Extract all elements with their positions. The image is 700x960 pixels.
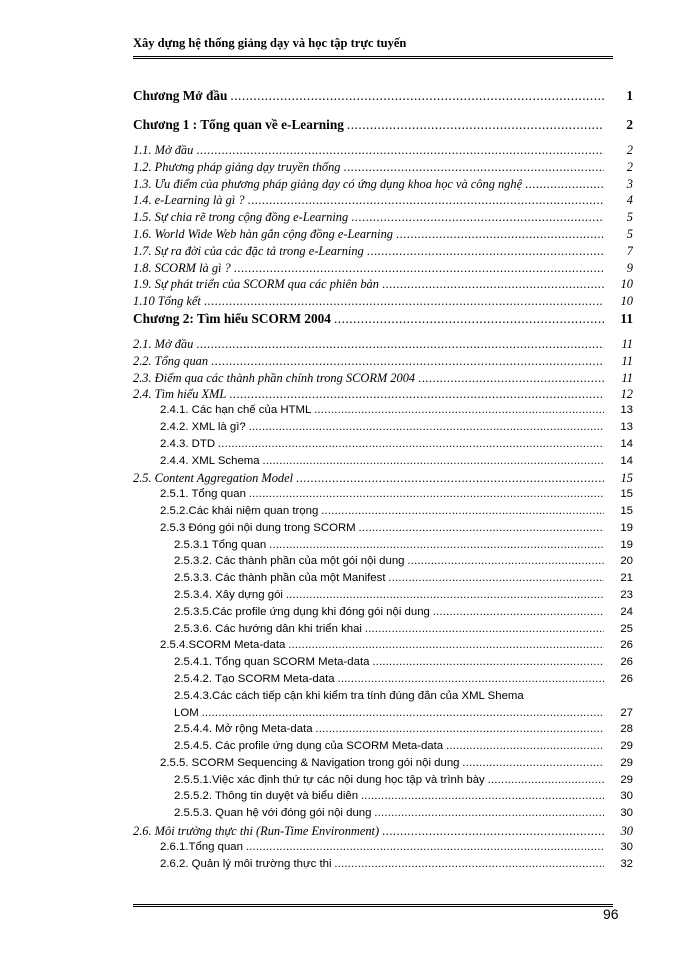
toc-entry-page: 29	[620, 740, 633, 753]
toc-entry[interactable]	[133, 88, 633, 117]
toc-leader-dots	[351, 210, 604, 225]
toc-entry-page: 10	[620, 277, 633, 292]
toc-entry-page: 2	[626, 143, 633, 157]
toc-entry[interactable]	[133, 522, 633, 539]
toc-entry-page: 13	[620, 420, 633, 433]
toc-entry-title: Chương 1 : Tổng quan về e-Learning	[133, 117, 344, 132]
toc-leader-dots	[525, 177, 604, 192]
toc-entry[interactable]	[133, 656, 633, 673]
toc-leader-dots	[347, 117, 604, 133]
toc-entry-page: 30	[620, 840, 633, 853]
toc-leader-dots	[382, 824, 604, 839]
toc-leader-dots	[230, 88, 604, 104]
toc-entry[interactable]	[133, 539, 633, 556]
toc-entry-title: 2.4. Tìm hiểu XML	[133, 387, 227, 402]
toc-entry-title: 1.6. World Wide Web hàn gắn cộng đồng e-Learning	[133, 226, 393, 241]
toc-entry-page: 20	[620, 555, 633, 568]
toc-leader-dots	[202, 707, 604, 719]
toc-entry-title: 1.7. Sự ra đời của các đặc tả trong e-Learning	[133, 243, 364, 258]
toc-entry-title: 2.2. Tổng quan	[133, 353, 209, 368]
toc-entry-title: 1.5. Sự chia rẽ trong cộng đồng e-Learning	[133, 210, 349, 225]
toc-entry[interactable]	[133, 505, 633, 522]
toc-entry-page: 29	[620, 756, 633, 769]
toc-entry-title: LOM	[174, 706, 199, 719]
toc-entry[interactable]	[133, 421, 633, 438]
toc-entry[interactable]	[133, 471, 633, 488]
toc-entry[interactable]	[133, 227, 633, 244]
toc-entry-title: 2.6.2. Quản lý môi trường thực thi	[160, 857, 332, 870]
toc-leader-dots	[249, 421, 604, 433]
toc-entry-title: 1.2. Phương pháp giảng dạy truyền thống	[133, 159, 341, 174]
header-divider	[133, 56, 613, 59]
toc-leader-dots	[389, 572, 605, 584]
toc-entry-title: 2.6. Môi trường thực thi (Run-Time Environment)	[133, 824, 380, 839]
toc-entry-title: 2.5.3.5.Các profile ứng dụng khi đóng gói nội dung	[174, 605, 430, 618]
toc-entry[interactable]	[133, 193, 633, 210]
toc-entry-page: 5	[626, 210, 633, 225]
toc-entry-page: 23	[620, 588, 633, 601]
toc-entry-page: 4	[626, 193, 633, 208]
toc-leader-dots	[343, 160, 604, 175]
toc-entry-page: 13	[620, 404, 633, 417]
toc-leader-dots	[488, 774, 604, 786]
toc-entry[interactable]	[133, 404, 633, 421]
toc-entry[interactable]	[133, 790, 633, 807]
toc-leader-dots	[269, 539, 604, 551]
toc-entry-page: 2	[626, 159, 633, 174]
toc-entry-title: Chương 2: Tìm hiểu SCORM 2004	[133, 310, 331, 326]
toc-entry[interactable]	[133, 438, 633, 455]
toc-entry-title: 2.5.4.2. Tạo SCORM Meta-data	[174, 672, 335, 685]
toc-entry-title: 2.6.1.Tổng quan	[160, 840, 243, 853]
toc-entry-title: 1.4. e-Learning là gì ?	[133, 193, 245, 208]
toc-leader-dots	[374, 807, 604, 819]
toc-entry[interactable]	[133, 757, 633, 774]
toc-entry-title: 2.5.3.2. Các thành phần của một gói nội dung	[174, 555, 405, 568]
toc-entry-page: 29	[620, 773, 633, 786]
toc-entry[interactable]	[133, 488, 633, 505]
page-number: 96	[603, 906, 619, 922]
toc-entry[interactable]	[133, 824, 633, 841]
toc-entry[interactable]	[133, 807, 633, 824]
toc-entry-title: 2.5.5. SCORM Sequencing & Navigation trong gói nội dung	[160, 756, 460, 769]
toc-entry-page: 30	[620, 790, 633, 803]
toc-leader-dots	[196, 337, 604, 352]
toc-leader-dots	[246, 841, 604, 853]
toc-entry-page: 3	[626, 176, 633, 191]
toc-entry[interactable]	[133, 707, 633, 724]
toc-entry-title: 2.1. Mở đầu	[133, 336, 194, 351]
toc-entry[interactable]	[133, 841, 633, 858]
toc-leader-dots	[463, 757, 604, 769]
toc-entry[interactable]	[133, 639, 633, 656]
toc-entry-title: 2.5.4.1. Tổng quan SCORM Meta-data	[174, 656, 370, 669]
toc-entry-title: 2.5.3.3. Các thành phần của một Manifest	[174, 572, 386, 585]
toc-entry[interactable]	[133, 572, 633, 589]
toc-entry-page: 11	[621, 336, 633, 351]
toc-entry-title: 2.5.5.2. Thông tin duyệt và biểu diễn	[174, 790, 359, 803]
toc-entry-page: 26	[620, 639, 633, 652]
toc-entry-page: 11	[621, 353, 633, 368]
toc-entry-title: 2.4.2. XML là gì?	[160, 420, 246, 433]
toc-entry[interactable]	[133, 210, 633, 227]
toc-entry-page: 9	[626, 260, 633, 275]
toc-leader-dots	[234, 261, 604, 276]
toc-leader-dots	[372, 656, 604, 668]
toc-leader-dots	[314, 404, 604, 416]
toc-entry-page: 7	[626, 243, 633, 258]
toc-entry-page: 11	[620, 310, 633, 326]
toc-entry[interactable]	[133, 277, 633, 294]
toc-entry-title: Chương Mở đầu	[133, 88, 228, 103]
toc-entry-page: 10	[620, 294, 633, 309]
toc-entry[interactable]	[133, 177, 633, 194]
toc-entry-page: 26	[620, 672, 633, 685]
toc-entry-title: 2.5.4.4. Mở rộng Meta-data	[174, 723, 313, 736]
toc-leader-dots	[396, 227, 604, 242]
toc-entry[interactable]	[133, 117, 633, 143]
toc-leader-dots	[196, 143, 604, 158]
toc-entry-page: 5	[626, 226, 633, 241]
toc-leader-dots	[229, 387, 604, 402]
toc-entry-page: 28	[620, 723, 633, 736]
table-of-contents	[133, 88, 633, 874]
toc-entry-title: 2.5.4.5. Các profile ứng dụng của SCORM Meta-data	[174, 740, 444, 753]
toc-leader-dots	[446, 740, 604, 752]
toc-entry[interactable]	[133, 673, 633, 690]
toc-entry-page: 32	[620, 857, 633, 870]
toc-leader-dots	[218, 438, 604, 450]
toc-entry-page: 14	[620, 454, 633, 467]
toc-entry[interactable]	[133, 740, 633, 757]
toc-entry[interactable]	[133, 143, 633, 160]
toc-entry[interactable]	[133, 623, 633, 640]
toc-entry-page: 19	[620, 538, 633, 551]
toc-entry-page: 21	[620, 572, 633, 585]
toc-entry-title: 1.1. Mở đầu	[133, 143, 194, 157]
toc-entry-title: 2.5. Content Aggregation Model	[133, 471, 294, 486]
toc-entry[interactable]	[133, 354, 633, 371]
toc-leader-dots	[321, 505, 604, 517]
toc-leader-dots	[204, 294, 604, 309]
toc-leader-dots	[335, 858, 604, 870]
toc-entry-page: 19	[620, 521, 633, 534]
toc-entry-page: 30	[620, 824, 633, 839]
toc-entry-title: 1.8. SCORM là gì ?	[133, 260, 231, 275]
toc-entry-title: 2.5.4.SCORM Meta-data	[160, 639, 286, 652]
toc-entry[interactable]	[133, 311, 633, 337]
toc-leader-dots	[334, 311, 604, 327]
toc-leader-dots	[418, 371, 604, 386]
toc-entry[interactable]	[133, 371, 633, 388]
toc-entry[interactable]	[133, 723, 633, 740]
toc-entry-title: 2.5.5.3. Quan hệ với đóng gói nội dung	[174, 807, 372, 820]
toc-entry-title: 1.10 Tổng kết	[133, 294, 201, 309]
toc-entry-title: 2.5.4.3.Các cách tiếp cận khi kiểm tra tính đúng đắn của XML Shema	[174, 689, 524, 702]
toc-entry-title: 2.5.3 Đóng gói nội dung trong SCORM	[160, 521, 356, 534]
toc-leader-dots	[382, 277, 604, 292]
toc-entry-title: 2.5.2.Các khái niệm quan trọng	[160, 504, 319, 517]
toc-entry-page: 24	[620, 605, 633, 618]
toc-entry[interactable]	[133, 387, 633, 404]
toc-leader-dots	[365, 623, 604, 635]
toc-entry-page: 15	[620, 488, 633, 501]
toc-entry-page: 12	[620, 387, 633, 402]
toc-entry-title: 2.5.3.1 Tổng quan	[174, 538, 267, 551]
toc-entry[interactable]	[133, 294, 633, 311]
toc-leader-dots	[359, 522, 604, 534]
toc-entry[interactable]	[133, 455, 633, 472]
page-header-title: Xây dựng hệ thống giảng dạy và học tập trực tuyến	[133, 36, 407, 50]
toc-leader-dots	[433, 606, 604, 618]
toc-entry-title: 2.5.3.6. Các hướng dẫn khi triển khai	[174, 622, 362, 635]
toc-entry-page: 14	[620, 437, 633, 450]
toc-entry-page: 15	[620, 504, 633, 517]
toc-leader-dots	[338, 673, 604, 685]
toc-entry-title: 2.4.1. Các hạn chế của HTML	[160, 404, 312, 417]
toc-entry-page: 15	[620, 471, 633, 486]
toc-entry-page: 25	[620, 622, 633, 635]
toc-entry[interactable]	[133, 858, 633, 875]
toc-leader-dots	[263, 455, 604, 467]
toc-entry[interactable]	[133, 606, 633, 623]
toc-entry[interactable]	[133, 261, 633, 278]
footer-divider	[133, 904, 613, 907]
toc-leader-dots	[316, 723, 604, 735]
toc-entry-title: 2.4.3. DTD	[160, 437, 216, 450]
toc-entry-title: 2.3. Điểm qua các thành phần chính trong SCORM 2004	[133, 370, 416, 385]
toc-entry-page: 26	[620, 656, 633, 669]
toc-leader-dots	[288, 639, 604, 651]
toc-entry[interactable]	[133, 337, 633, 354]
toc-leader-dots	[211, 354, 604, 369]
toc-entry[interactable]	[133, 555, 633, 572]
toc-entry-page: 1	[626, 88, 633, 103]
toc-entry-page: 30	[620, 807, 633, 820]
toc-entry-title: 2.5.3.4. Xây dựng gói	[174, 588, 283, 601]
toc-entry[interactable]	[133, 589, 633, 606]
toc-entry-title: 2.5.5.1.Việc xác định thứ tự các nội dung học tập và trình bày	[174, 773, 485, 786]
toc-entry-page: 2	[626, 117, 633, 132]
toc-leader-dots	[408, 555, 604, 567]
toc-entry-page: 27	[620, 706, 633, 719]
toc-entry[interactable]	[133, 160, 633, 177]
toc-leader-dots	[249, 488, 604, 500]
toc-leader-dots	[361, 790, 604, 802]
toc-leader-dots	[296, 471, 604, 486]
toc-leader-dots	[248, 193, 604, 208]
toc-entry[interactable]	[133, 690, 633, 707]
toc-entry-page: 11	[621, 370, 633, 385]
toc-entry-title: 1.3. Ưu điểm của phương pháp giảng dạy có ứng dụng khoa học và công nghệ	[133, 176, 523, 191]
toc-entry[interactable]	[133, 244, 633, 261]
toc-entry-title: 2.5.1. Tổng quan	[160, 488, 246, 501]
toc-entry[interactable]	[133, 774, 633, 791]
toc-entry-title: 1.9. Sự phát triển của SCORM qua các phiên bản	[133, 277, 379, 292]
toc-leader-dots	[286, 589, 604, 601]
toc-entry-title: 2.4.4. XML Schema	[160, 454, 260, 467]
toc-leader-dots	[367, 244, 604, 259]
